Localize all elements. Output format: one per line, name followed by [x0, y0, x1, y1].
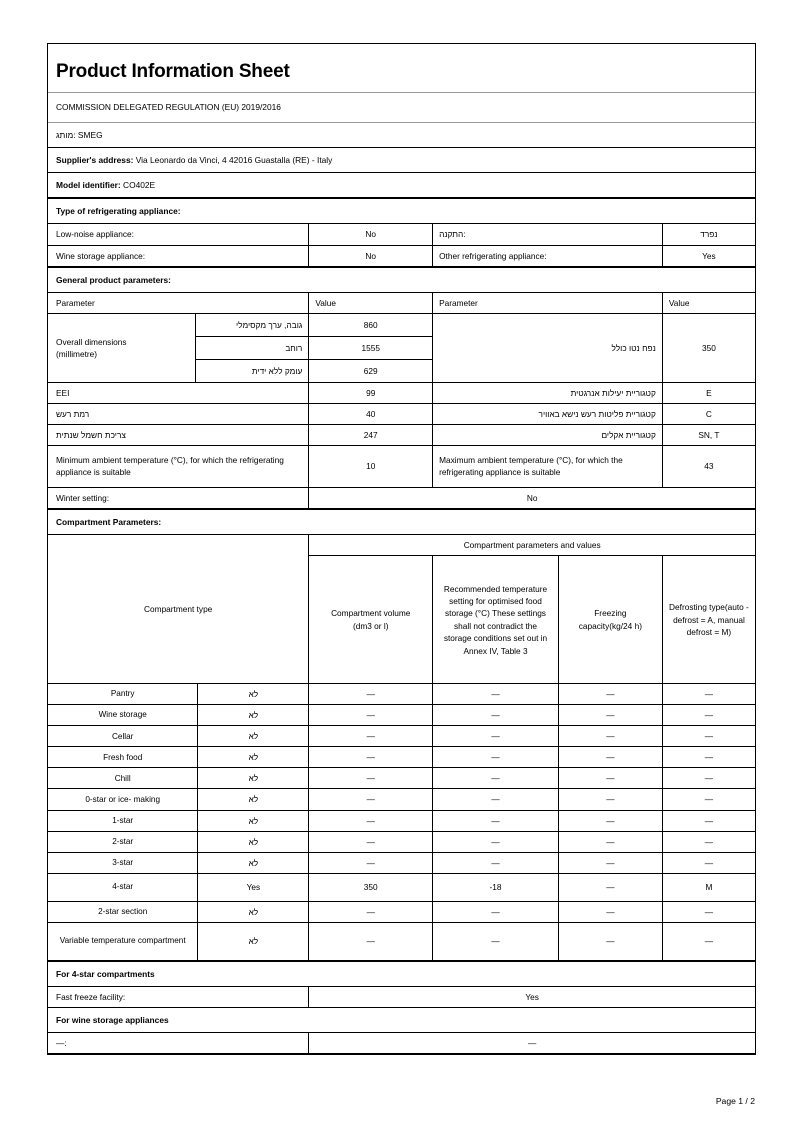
compartment-volume-header-line1: Compartment volume [331, 608, 411, 619]
recommended-temperature-header: Recommended temperature setting for optimised food storage (°C) These settings shall not contradict the storage conditions set out in Annex IV, Table 3 [433, 556, 559, 684]
table-row [48, 831, 755, 852]
low-noise-label: Low-noise appliance: [48, 224, 309, 245]
compartment-volume-2-star: — [309, 831, 433, 852]
compartment-temperature-pantry: — [433, 684, 559, 705]
regulation-row [48, 92, 755, 122]
noise-emission-class-value: C [662, 403, 755, 424]
wine-storage-appliance-label: Wine storage appliance: [48, 245, 309, 266]
freezing-capacity-header-line1: Freezing [594, 608, 627, 619]
general-parameters-heading-row [48, 267, 755, 292]
wine-storage-row-value: — [309, 1032, 755, 1053]
compartment-temperature-wine-storage: — [433, 705, 559, 726]
compartment-present-variable-temperature: לא [198, 922, 309, 960]
model-identifier-value: CO402E [123, 180, 156, 191]
compartment-freezing-pantry: — [558, 684, 662, 705]
model-identifier-row [48, 173, 755, 198]
max-ambient-temperature-label: Maximum ambient temperature (°C), for which the refrigerating appliance is suitable [433, 445, 663, 487]
appliance-type-heading: Type of refrigerating appliance: [48, 199, 755, 224]
regulation-cell: COMMISSION DELEGATED REGULATION (EU) 2019/2016 [48, 92, 755, 122]
col-parameter-right: Parameter [433, 292, 663, 313]
compartment-type-fresh-food: Fresh food [48, 747, 198, 768]
compartment-defrosting-pantry: — [662, 684, 755, 705]
appliance-type-heading-row [48, 199, 755, 224]
compartment-defrosting-2-star-section: — [662, 901, 755, 922]
compartment-freezing-3-star: — [558, 852, 662, 873]
compartment-present-pantry: לא [198, 684, 309, 705]
compartment-present-3-star: לא [198, 852, 309, 873]
wine-storage-row [48, 1032, 755, 1053]
compartment-volume-cellar: — [309, 726, 433, 747]
compartment-volume-variable-temperature: — [309, 922, 433, 960]
compartment-freezing-variable-temperature: — [558, 922, 662, 960]
table-row [48, 852, 755, 873]
compartment-parameters-table [48, 509, 755, 961]
col-value-left: Value [309, 292, 433, 313]
compartment-type-2-star: 2-star [48, 831, 198, 852]
eei-label: EEI [48, 382, 309, 403]
net-volume-value: 350 [662, 313, 755, 382]
table-row [48, 684, 755, 705]
compartment-present-0-star: לא [198, 789, 309, 810]
table-row [48, 873, 755, 901]
general-parameters-heading: General product parameters: [48, 267, 755, 292]
wine-storage-row-label: —: [48, 1032, 309, 1053]
compartment-volume-2-star-section: — [309, 901, 433, 922]
compartment-freezing-1-star: — [558, 810, 662, 831]
compartment-defrosting-3-star: — [662, 852, 755, 873]
compartment-volume-header [309, 556, 433, 684]
compartment-defrosting-cellar: — [662, 726, 755, 747]
four-star-heading: For 4-star compartments [48, 961, 755, 986]
noise-level-label: רמת רעש [48, 403, 309, 424]
compartment-freezing-fresh-food: — [558, 747, 662, 768]
table-row [48, 768, 755, 789]
wine-storage-heading: For wine storage appliances [48, 1007, 755, 1032]
overall-dimensions-row-1 [48, 313, 755, 336]
noise-level-row [48, 403, 755, 424]
compartment-parameters-heading-row [48, 509, 755, 534]
climate-class-value: SN, T [662, 424, 755, 445]
dimension-width-value: 1555 [309, 336, 433, 359]
compartment-defrosting-wine-storage: — [662, 705, 755, 726]
noise-emission-class-label: קטגוריית פליטות רעש נישא באוויר [433, 403, 663, 424]
compartment-present-chill: לא [198, 768, 309, 789]
overall-dimensions-label-line2: (millimetre) [56, 348, 98, 359]
compartment-present-fresh-food: לא [198, 747, 309, 768]
dimension-height-label: גובה, ערך מקסימלי [196, 313, 309, 336]
compartment-type-wine-storage: Wine storage [48, 705, 198, 726]
table-row [48, 810, 755, 831]
compartment-defrosting-1-star: — [662, 810, 755, 831]
wine-storage-appliance-value: No [309, 245, 433, 266]
dimension-depth-label: עומק ללא ידית [196, 359, 309, 382]
compartment-freezing-0-star: — [558, 789, 662, 810]
compartment-temperature-3-star: — [433, 852, 559, 873]
title-cell [48, 44, 755, 92]
compartment-defrosting-fresh-food: — [662, 747, 755, 768]
col-parameter-left: Parameter [48, 292, 309, 313]
model-identifier-label: Model identifier: [56, 180, 121, 191]
compartment-values-group-header: Compartment parameters and values [309, 534, 755, 555]
compartment-freezing-4-star: — [558, 873, 662, 901]
compartment-temperature-1-star: — [433, 810, 559, 831]
compartment-temperature-2-star-section: — [433, 901, 559, 922]
compartment-group-header-row [48, 534, 755, 555]
compartment-freezing-2-star: — [558, 831, 662, 852]
table-row [48, 726, 755, 747]
other-refrigerating-appliance-value: Yes [662, 245, 755, 266]
compartment-defrosting-variable-temperature: — [662, 922, 755, 960]
compartment-present-wine-storage: לא [198, 705, 309, 726]
table-row [48, 901, 755, 922]
compartment-temperature-variable-temperature: — [433, 922, 559, 960]
compartment-defrosting-4-star: M [662, 873, 755, 901]
freezing-capacity-header [558, 556, 662, 684]
net-volume-label: נפח נטו כולל [433, 313, 663, 382]
wine-storage-appliance-row [48, 245, 755, 266]
compartment-volume-3-star: — [309, 852, 433, 873]
compartment-type-chill: Chill [48, 768, 198, 789]
compartment-type-pantry: Pantry [48, 684, 198, 705]
compartment-present-cellar: לא [198, 726, 309, 747]
supplier-address-value: Via Leonardo da Vinci, 4 42016 Guastalla (RE) - Italy [135, 154, 333, 165]
compartment-freezing-2-star-section: — [558, 901, 662, 922]
brand-row [48, 122, 755, 147]
compartment-volume-pantry: — [309, 684, 433, 705]
compartment-volume-header-line2: (dm3 or l) [352, 620, 389, 631]
compartment-defrosting-2-star: — [662, 831, 755, 852]
model-identifier-cell [48, 173, 755, 198]
compartment-type-cellar: Cellar [48, 726, 198, 747]
min-ambient-temperature-value: 10 [309, 445, 433, 487]
table-row [48, 789, 755, 810]
compartment-present-2-star-section: לא [198, 901, 309, 922]
compartment-freezing-wine-storage: — [558, 705, 662, 726]
title-row [48, 44, 755, 92]
fast-freeze-row [48, 986, 755, 1007]
wine-storage-heading-row [48, 1007, 755, 1032]
compartment-temperature-cellar: — [433, 726, 559, 747]
compartment-type-4-star: 4-star [48, 873, 198, 901]
compartment-volume-wine-storage: — [309, 705, 433, 726]
winter-setting-label: Winter setting: [48, 487, 309, 508]
compartment-volume-0-star: — [309, 789, 433, 810]
footer-sections-table [48, 961, 755, 1054]
compartment-defrosting-0-star: — [662, 789, 755, 810]
table-row [48, 705, 755, 726]
compartment-temperature-2-star: — [433, 831, 559, 852]
supplier-address-cell [48, 147, 755, 172]
compartment-temperature-fresh-food: — [433, 747, 559, 768]
compartment-type-variable-temperature: Variable temperature compartment [48, 922, 198, 960]
ambient-temperature-row [48, 445, 755, 487]
energy-efficiency-class-value: E [662, 382, 755, 403]
compartment-freezing-cellar: — [558, 726, 662, 747]
compartment-volume-1-star: — [309, 810, 433, 831]
table-row [48, 747, 755, 768]
header-table [48, 44, 755, 198]
compartment-temperature-0-star: — [433, 789, 559, 810]
compartment-type-3-star: 3-star [48, 852, 198, 873]
page-title: Product Information Sheet [56, 61, 290, 82]
compartment-type-0-star: 0-star or ice- making [48, 789, 198, 810]
compartment-present-4-star: Yes [198, 873, 309, 901]
dimension-height-value: 860 [309, 313, 433, 336]
sheet-container [47, 43, 756, 1055]
annual-energy-value: 247 [309, 424, 433, 445]
overall-dimensions-label-line1: Overall dimensions [56, 336, 127, 347]
max-ambient-temperature-value: 43 [662, 445, 755, 487]
dimension-width-label: רוחב [196, 336, 309, 359]
compartment-parameters-heading: Compartment Parameters: [48, 509, 755, 534]
annual-energy-row [48, 424, 755, 445]
compartment-defrosting-chill: — [662, 768, 755, 789]
energy-efficiency-class-label: קטגוריית יעילות אנרגטית [433, 382, 663, 403]
winter-setting-row [48, 487, 755, 508]
annual-energy-label: צריכת חשמל שנתית [48, 424, 309, 445]
low-noise-row [48, 224, 755, 245]
eei-row [48, 382, 755, 403]
page-number: Page 1 / 2 [715, 1096, 755, 1106]
noise-level-value: 40 [309, 403, 433, 424]
table-row [48, 922, 755, 960]
compartment-volume-chill: — [309, 768, 433, 789]
low-noise-value: No [309, 224, 433, 245]
dimension-depth-value: 629 [309, 359, 433, 382]
compartment-present-1-star: לא [198, 810, 309, 831]
freezing-capacity-header-line2: capacity(kg/24 h) [578, 620, 642, 631]
appliance-type-table [48, 198, 755, 266]
winter-setting-value: No [309, 487, 755, 508]
general-parameters-table [48, 267, 755, 509]
defrosting-type-header: Defrosting type(auto - defrost = A, manual defrost = M) [662, 556, 755, 684]
brand-cell: מותג: SMEG [48, 122, 755, 147]
compartment-type-2-star-section: 2-star section [48, 901, 198, 922]
fast-freeze-value: Yes [309, 986, 755, 1007]
compartment-type-1-star: 1-star [48, 810, 198, 831]
other-refrigerating-appliance-label: Other refrigerating appliance: [433, 245, 663, 266]
four-star-heading-row [48, 961, 755, 986]
overall-dimensions-label [48, 313, 196, 382]
compartment-present-2-star: לא [198, 831, 309, 852]
min-ambient-temperature-label: Minimum ambient temperature (°C), for which the refrigerating appliance is suitable [48, 445, 309, 487]
fast-freeze-label: Fast freeze facility: [48, 986, 309, 1007]
general-parameters-header-row [48, 292, 755, 313]
eei-value: 99 [309, 382, 433, 403]
installation-value: נפרד [662, 224, 755, 245]
compartment-volume-fresh-food: — [309, 747, 433, 768]
compartment-volume-4-star: 350 [309, 873, 433, 901]
installation-label: התקנה: [433, 224, 663, 245]
compartment-temperature-4-star: -18 [433, 873, 559, 901]
supplier-address-label: Supplier's address: [56, 154, 134, 165]
compartment-freezing-chill: — [558, 768, 662, 789]
compartment-type-header: Compartment type [48, 534, 309, 683]
supplier-address-row [48, 147, 755, 172]
compartment-temperature-chill: — [433, 768, 559, 789]
col-value-right: Value [662, 292, 755, 313]
climate-class-label: קטגוריית אקלים [433, 424, 663, 445]
